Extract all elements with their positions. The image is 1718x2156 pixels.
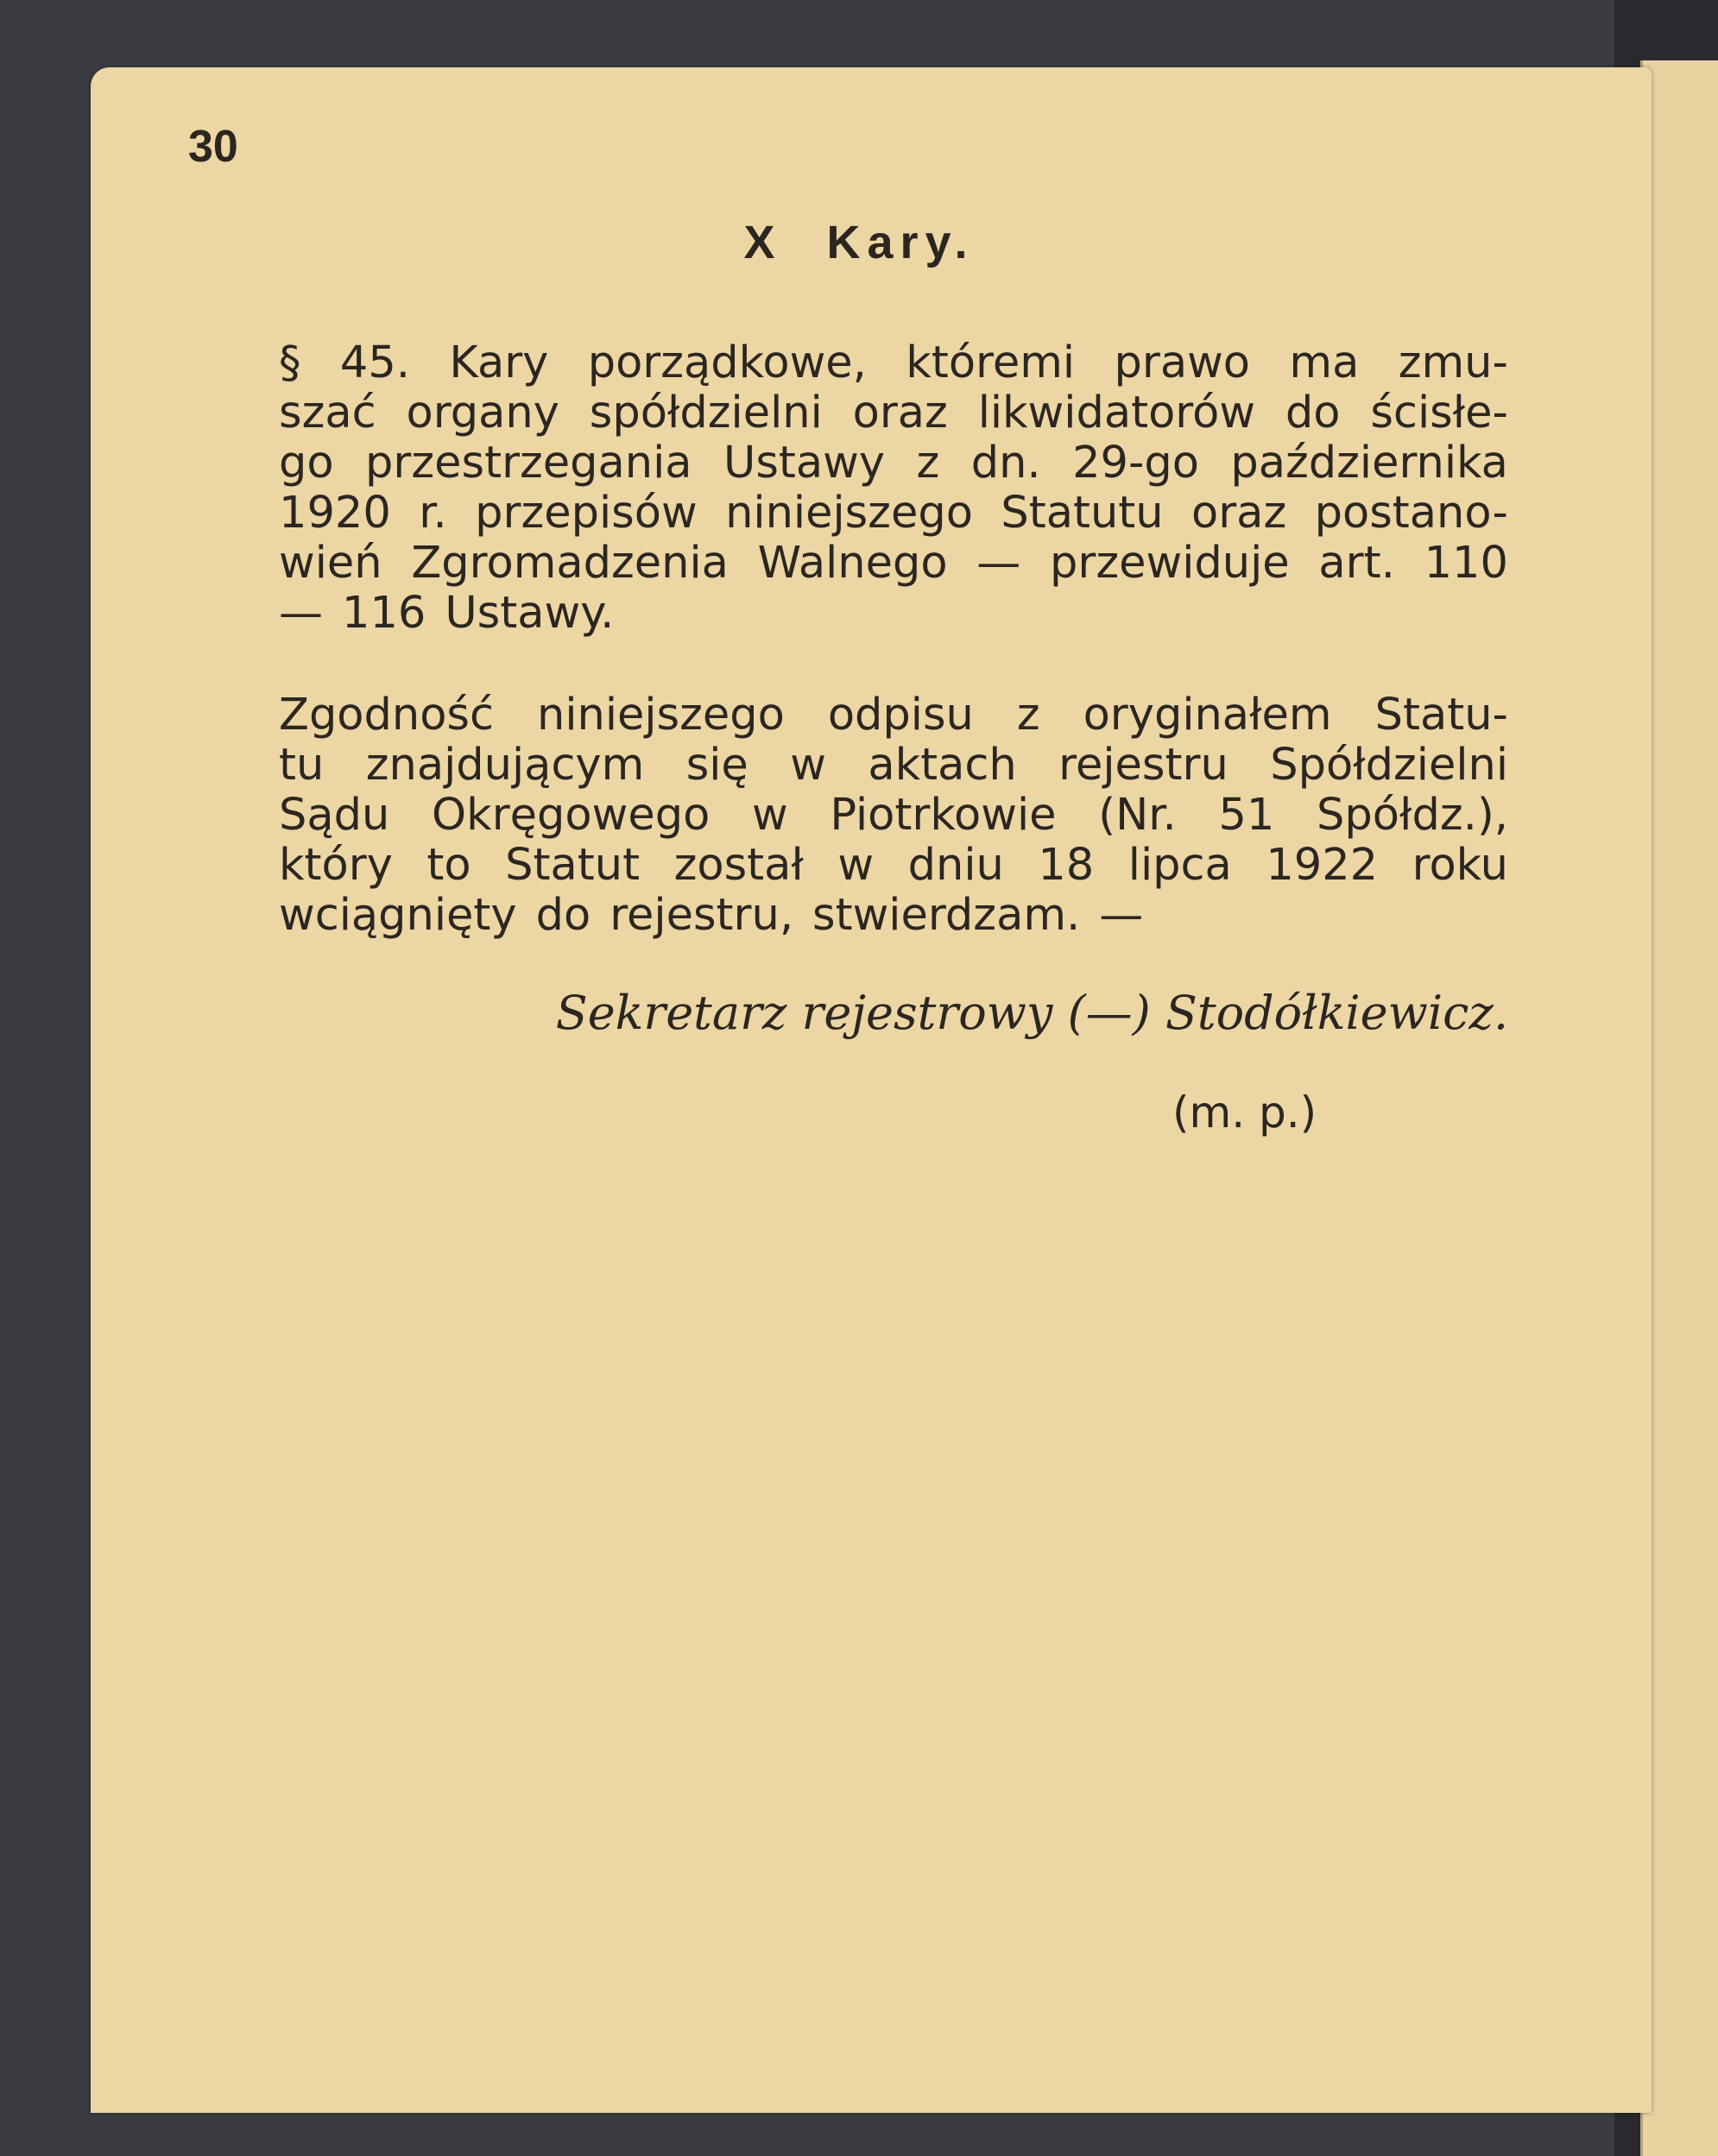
word: — [1099,890,1144,941]
word: wień [279,538,382,589]
word: został [673,840,804,891]
word: 1922 [1266,840,1379,891]
word: lipca [1127,840,1232,891]
text-line [279,841,1508,891]
word: zmu- [1398,337,1508,388]
word: Statut [505,840,641,891]
word: 29-go [1072,438,1199,489]
word: rejestru [1058,740,1228,791]
word: Ustawy. [445,588,615,639]
word: 116 [342,588,426,639]
word: z [1016,690,1040,741]
section-title: Kary. [826,217,975,268]
adjacent-page-edge [1640,60,1718,2156]
section-heading [0,216,1718,269]
word: Statu- [1374,690,1508,741]
word: oraz [1191,488,1287,539]
text-line [279,388,1508,438]
word: do [535,890,591,941]
word: spółdzielni [589,388,823,438]
word: stwierdzam. [812,890,1081,941]
word: postano- [1314,488,1508,539]
text-line [279,589,1508,639]
word: w [790,740,826,791]
word: się [685,740,748,791]
word: tu [279,740,325,791]
text-line [279,338,1508,388]
text-line [279,891,1508,941]
word: przepisów [475,488,698,539]
word: w [837,840,875,891]
word: oryginałem [1083,690,1332,741]
text-line [279,489,1508,539]
word: dn. [970,438,1041,489]
word: wciągnięty [279,890,517,941]
word: rejestru, [610,890,794,941]
word: 51 [1218,790,1275,841]
word: oraz [852,388,948,438]
paragraph-45 [279,338,1508,639]
text-line [279,539,1508,589]
word: dniu [907,840,1004,891]
word: organy [406,388,559,438]
word: szać [279,388,376,438]
word: października [1230,438,1508,489]
word: Walnego [757,538,948,589]
word: art. [1318,538,1395,589]
word: § [279,337,301,388]
word: r. [419,488,447,539]
word: z [916,438,940,489]
word: Ustawy [723,438,886,489]
word: Piotrkowie [830,790,1057,841]
word: Statutu [1001,488,1164,539]
word: 110 [1424,538,1508,589]
word: porządkowe, [587,337,867,388]
section-numeral: X [743,217,775,268]
text-line [279,690,1508,741]
word: prawo [1114,337,1251,388]
word: to [426,840,471,891]
word: Zgodność [279,690,495,741]
stamp-note: (m. p.) [1172,1087,1317,1138]
word: Kary [449,337,549,388]
word: Zgromadzenia [411,538,729,589]
text-line [279,741,1508,791]
signature-line: Sekretarz rejestrowy (—) Stodółkiewicz. [555,986,1508,1040]
word: go [279,438,334,489]
word: — [976,538,1021,589]
word: przewiduje [1050,538,1290,589]
word: Sądu [279,790,390,841]
word: niniejszego [725,488,973,539]
word: któremi [906,337,1076,388]
word: Spółdzielni [1270,740,1508,791]
word: w [751,790,788,841]
word: likwidatorów [977,388,1256,438]
word: przestrzegania [365,438,692,489]
word: ma [1289,337,1360,388]
word: do [1285,388,1341,438]
word: Okręgowego [432,790,711,841]
word: — [279,588,323,639]
word: (Nr. [1098,790,1177,841]
certification-paragraph [279,690,1508,941]
word: aktach [868,740,1017,791]
text-line [279,438,1508,489]
word: 45. [339,337,410,388]
page-number: 30 [188,122,238,172]
word: Spółdz.), [1317,790,1508,841]
word: roku [1412,840,1508,891]
word: 18 [1038,840,1095,891]
word: który [279,840,393,891]
word: znajdującym [365,740,645,791]
word: odpisu [827,690,974,741]
word: ścisłe- [1370,388,1508,438]
word: niniejszego [537,690,785,741]
word: 1920 [279,488,391,539]
text-line [279,791,1508,841]
